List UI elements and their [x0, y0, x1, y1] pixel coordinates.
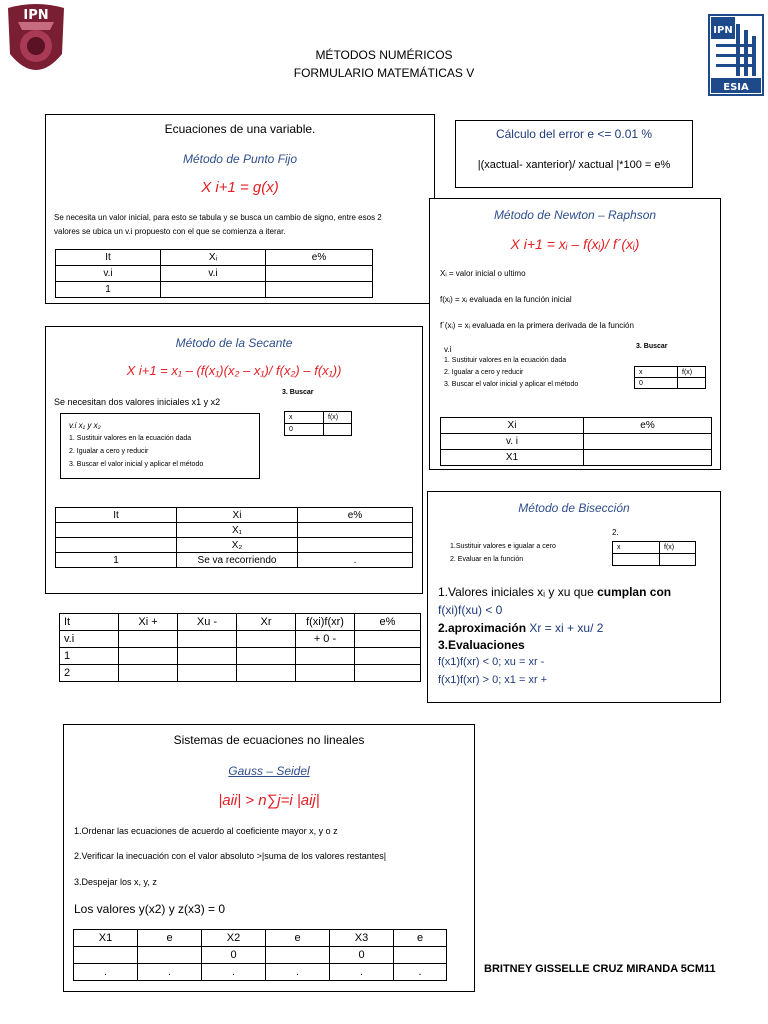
table-cell: [266, 947, 330, 964]
esia-logo-right: [708, 14, 764, 96]
table-cell: [119, 631, 178, 648]
biseccion-step-1: 1.Sustituir valores e igualar a cero: [450, 543, 556, 550]
biseccion-line3: [438, 621, 603, 635]
newton-step-2: 2. Igualar a cero y reducir: [444, 369, 524, 376]
biseccion-line3b: Xr = xi + xu/ 2: [529, 621, 604, 635]
table-cell: [296, 648, 355, 665]
table-cell: [660, 554, 696, 566]
table-cell: .: [266, 964, 330, 981]
table-cell: v.i: [60, 631, 119, 648]
table-cell: x: [285, 412, 324, 424]
table-cell: 0: [202, 947, 266, 964]
table-cell: x: [635, 367, 678, 378]
biseccion-title: Método de Bisección: [518, 501, 630, 515]
table-cell: [394, 947, 447, 964]
table-cell: 0: [330, 947, 394, 964]
page-title: [234, 46, 534, 82]
table-cell: X2: [202, 930, 266, 947]
secante-title: Método de la Secante: [175, 336, 293, 350]
gauss-values: Los valores y(x2) y z(x3) = 0: [74, 902, 226, 916]
table-cell: [161, 282, 266, 298]
punto-fijo-desc-2: valores se ubica un v.i propuesto con el que se comienza a iterar.: [54, 227, 286, 236]
table-cell: [298, 523, 413, 538]
gauss-title: Gauss – Seidel: [228, 764, 310, 778]
gauss-step-2: 2.Verificar la inecuación con el valor absoluto >|suma de los valores restantes|: [74, 851, 387, 861]
secante-vi: v.i x₁ y x₂: [69, 421, 101, 430]
table-cell: Xi +: [119, 614, 178, 631]
newton-box: [429, 198, 721, 470]
table-cell: .: [298, 553, 413, 568]
punto-fijo-desc-1: Se necesita un valor inicial, para esto se tabula y se busca un cambio de signo, entre esos 2: [54, 213, 382, 222]
esia-text: ESIA: [723, 82, 749, 93]
biseccion-line4: 3.Evaluaciones: [438, 638, 525, 652]
table-cell: 0: [285, 424, 324, 436]
secante-mini-table: [284, 411, 352, 436]
table-cell: e: [266, 930, 330, 947]
secante-buscar: 3. Buscar: [282, 389, 314, 396]
newton-line1: Xᵢ = valor inicial o ultimo: [440, 269, 526, 278]
punto-fijo-table: [55, 249, 373, 298]
table-cell: X₁: [177, 523, 298, 538]
secante-need: Se necesitan dos valores iniciales x1 y x2: [54, 397, 221, 407]
table-cell: Xr: [237, 614, 296, 631]
secante-step-3: 3. Buscar el valor inicial y aplicar el método: [69, 461, 204, 468]
table-cell: 1: [56, 282, 161, 298]
table-cell: f(x): [660, 542, 696, 554]
table-cell: 1: [60, 648, 119, 665]
biseccion-line3a: 2.aproximación: [438, 621, 527, 635]
table-cell: [56, 523, 177, 538]
table-cell: e%: [355, 614, 421, 631]
newton-table: [440, 417, 712, 466]
table-cell: [119, 648, 178, 665]
biseccion-line1a: 1.Valores iniciales xᵢ y xu que: [438, 585, 594, 599]
biseccion-line1b: cumplan con: [597, 585, 672, 599]
title-line2: FORMULARIO MATEMÁTICAS V: [293, 66, 475, 80]
newton-buscar: 3. Buscar: [636, 343, 668, 350]
table-cell: [266, 266, 373, 282]
one-var-heading: Ecuaciones de una variable.: [164, 122, 316, 136]
table-cell: e: [138, 930, 202, 947]
secante-step-2: 2. Igualar a cero y reducir: [69, 448, 149, 455]
table-cell: [355, 665, 421, 682]
secante-step-1: 1. Sustituir valores en la ecuación dada: [69, 435, 192, 442]
table-cell: v.i: [56, 266, 161, 282]
table-cell: Xᵢ: [161, 250, 266, 266]
table-cell: X1: [441, 450, 584, 466]
table-cell: X3: [330, 930, 394, 947]
table-cell: .: [330, 964, 394, 981]
table-cell: [178, 665, 237, 682]
table-cell: 0: [635, 378, 678, 389]
table-cell: [324, 424, 352, 436]
table-cell: [237, 648, 296, 665]
table-cell: f(x): [678, 367, 706, 378]
table-cell: e: [394, 930, 447, 947]
table-cell: It: [56, 250, 161, 266]
biseccion-line2: f(xi)f(xu) < 0: [438, 603, 503, 617]
gauss-step-3: 3.Despejar los x, y, z: [74, 877, 157, 887]
secante-table: [55, 507, 413, 568]
table-cell: It: [56, 508, 177, 523]
table-cell: X₂: [177, 538, 298, 553]
biseccion-line5: f(x1)f(xr) < 0; xu = xr -: [438, 656, 545, 668]
table-cell: [584, 450, 712, 466]
table-cell: f(x): [324, 412, 352, 424]
newton-vi: v.i: [444, 345, 452, 354]
table-cell: It: [60, 614, 119, 631]
gauss-heading: Sistemas de ecuaciones no lineales: [173, 733, 365, 747]
table-cell: .: [74, 964, 138, 981]
table-cell: [56, 538, 177, 553]
secante-formula: X i+1 = x₁ – (f(x₁)(x₂ – x₁)/ f(x₂) – f(x₁)): [126, 363, 342, 378]
biseccion-step-2: 2. Evaluar en la función: [450, 556, 524, 563]
table-cell: Xi: [441, 418, 584, 434]
table-cell: [74, 947, 138, 964]
secante-box: [45, 326, 423, 594]
table-cell: [584, 434, 712, 450]
table-cell: + 0 -: [296, 631, 355, 648]
table-cell: .: [202, 964, 266, 981]
table-cell: [678, 378, 706, 389]
table-cell: [355, 631, 421, 648]
newton-line3: f´(xᵢ) = xᵢ evaluada en la primera derivada de la función: [440, 321, 634, 330]
table-cell: Xi: [177, 508, 298, 523]
table-cell: X1: [74, 930, 138, 947]
biseccion-mini-table: [612, 541, 696, 566]
author-name: BRITNEY GISSELLE CRUZ MIRANDA 5CM11: [484, 963, 716, 975]
error-box: [455, 120, 693, 188]
table-cell: [266, 282, 373, 298]
table-cell: [296, 665, 355, 682]
title-line1: MÉTODOS NUMÉRICOS: [315, 48, 453, 62]
error-title: Cálculo del error e <= 0.01 %: [495, 127, 653, 141]
ipn-right-text: IPN: [713, 25, 733, 36]
ipn-left-text: IPN: [23, 8, 49, 23]
newton-title: Método de Newton – Raphson: [493, 208, 657, 222]
table-cell: v.i: [161, 266, 266, 282]
biseccion-buscar: 2.: [612, 528, 619, 537]
table-cell: [298, 538, 413, 553]
table-cell: e%: [298, 508, 413, 523]
gauss-table: [73, 929, 447, 981]
ipn-logo-left: [4, 2, 68, 86]
biseccion-box: [427, 491, 721, 703]
table-cell: [613, 554, 660, 566]
table-cell: Se va recorriendo: [177, 553, 298, 568]
table-cell: 1: [56, 553, 177, 568]
newton-line2: f(xᵢ) = xᵢ evaluada en la función inicial: [440, 295, 572, 304]
table-cell: .: [138, 964, 202, 981]
table-cell: [178, 631, 237, 648]
gauss-box: [63, 724, 475, 992]
table-cell: x: [613, 542, 660, 554]
table-cell: [138, 947, 202, 964]
table-cell: [355, 648, 421, 665]
table-cell: v. i: [441, 434, 584, 450]
biseccion-line6: f(x1)f(xr) > 0; x1 = xr +: [438, 674, 548, 686]
secante-steps-box: [60, 413, 260, 479]
gauss-step-1: 1.Ordenar las ecuaciones de acuerdo al coeficiente mayor x, y o z: [74, 826, 338, 836]
table-cell: Xu -: [178, 614, 237, 631]
punto-fijo-formula: X i+1 = g(x): [201, 179, 279, 196]
table-cell: e%: [584, 418, 712, 434]
newton-mini-table: [634, 366, 706, 389]
biseccion-line1: [438, 585, 671, 599]
newton-step-1: 1. Sustituir valores en la ecuación dada: [444, 357, 567, 364]
punto-fijo-title: Método de Punto Fijo: [182, 152, 298, 166]
table-cell: [237, 665, 296, 682]
biseccion-table: [59, 613, 421, 682]
table-cell: f(xi)f(xr): [296, 614, 355, 631]
punto-fijo-box: [45, 114, 435, 304]
table-cell: e%: [266, 250, 373, 266]
table-cell: .: [394, 964, 447, 981]
newton-step-3: 3. Buscar el valor inicial y aplicar el método: [444, 381, 579, 388]
table-cell: [119, 665, 178, 682]
gauss-formula: |aii| > n∑j=i |aij|: [218, 792, 320, 809]
table-cell: [237, 631, 296, 648]
error-formula: |(xactual- xanterior)/ xactual |*100 = e%: [477, 159, 671, 171]
table-cell: 2: [60, 665, 119, 682]
table-cell: [178, 648, 237, 665]
newton-formula: X i+1 = xᵢ – f(xᵢ)/ f´(xᵢ): [510, 236, 640, 252]
